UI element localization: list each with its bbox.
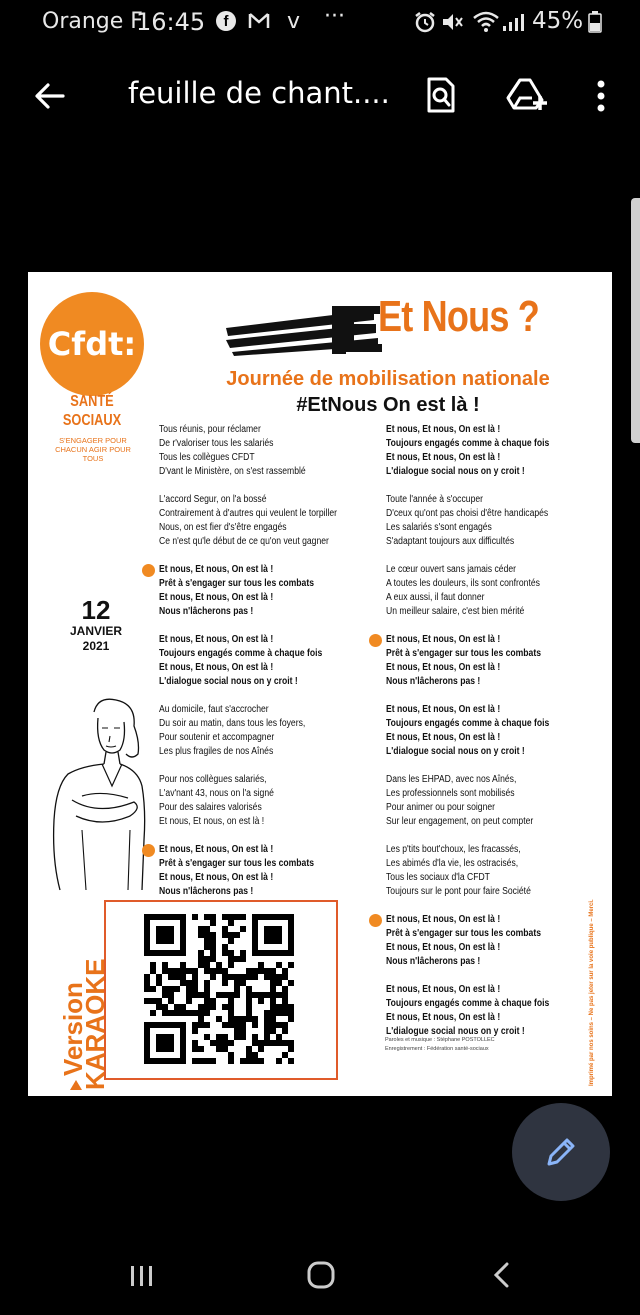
lyrics-line: Prêt à s'engager sur tous les combats bbox=[386, 648, 542, 659]
lyrics-line: L'dialogue social nous on y croit ! bbox=[386, 746, 525, 757]
lyrics-stanza bbox=[386, 703, 549, 759]
lyrics-line: Et nous, Et nous, On est là ! bbox=[386, 634, 501, 645]
lyrics-line: Toujours engagés comme à chaque fois bbox=[386, 718, 550, 729]
lyrics-line: L'dialogue social nous on y croit ! bbox=[386, 1026, 525, 1037]
qr-code-frame bbox=[104, 900, 338, 1080]
more-vert-icon bbox=[596, 80, 606, 112]
chevron-left-icon bbox=[492, 1261, 510, 1289]
lyrics-line: Dans les EHPAD, avec nos Aînés, bbox=[386, 774, 517, 785]
alarm-icon bbox=[414, 11, 436, 38]
clock: 16:45 bbox=[136, 8, 206, 36]
lyrics-line: Le cœur ouvert sans jamais céder bbox=[386, 564, 517, 575]
lyrics-line: Nous n'lâcherons pas ! bbox=[386, 676, 481, 687]
edit-fab-button[interactable] bbox=[512, 1103, 610, 1201]
signal-icon bbox=[502, 12, 526, 37]
lyrics-stanza bbox=[159, 563, 337, 619]
mute-icon bbox=[440, 11, 464, 38]
credits-lyrics: Paroles et musique : Stéphane POSTOLLEC bbox=[385, 1037, 495, 1043]
lyrics-line: Toujours sur le pont pour faire Société bbox=[386, 886, 531, 897]
lyrics-line: Et nous, Et nous, On est là ! bbox=[386, 424, 501, 435]
lyrics-line: Et nous, Et nous, On est là ! bbox=[159, 634, 274, 645]
lyrics-line: Sur leur engagement, on peut compter bbox=[386, 816, 534, 827]
lyrics-line: Et nous, Et nous, On est là ! bbox=[386, 704, 501, 715]
lyrics-stanza bbox=[386, 913, 549, 969]
lyrics-line: Pour des salaires valorisés bbox=[159, 802, 262, 813]
lyrics-line: Nous n'lâcherons pas ! bbox=[386, 956, 481, 967]
lyrics-line: Et nous, Et nous, On est là ! bbox=[386, 914, 501, 925]
v-notification: v bbox=[287, 9, 301, 34]
recent-apps-button[interactable] bbox=[118, 1254, 166, 1298]
nav-back-button[interactable] bbox=[478, 1252, 524, 1298]
lyrics-line: Les professionnels sont mobilisés bbox=[386, 788, 515, 799]
chorus-bullet bbox=[369, 634, 382, 647]
lyrics-stanza bbox=[159, 703, 337, 759]
document-search-icon bbox=[426, 77, 456, 113]
event-date bbox=[48, 596, 144, 654]
lyrics-line: D'ceux qu'ont pas choisi d'être handicapés bbox=[386, 508, 549, 519]
lyrics-stanza bbox=[386, 493, 549, 549]
lyrics-line: Toute l'année à s'occuper bbox=[386, 494, 484, 505]
lyrics-line: Tous les collègues CFDT bbox=[159, 452, 255, 463]
lyrics-line: Les p'tits bout'choux, les fracassés, bbox=[386, 844, 521, 855]
lyrics-line: Et nous, Et nous, On est là ! bbox=[386, 732, 501, 743]
lyrics-line: Nous n'lâcherons pas ! bbox=[159, 886, 254, 897]
facebook-icon: f bbox=[216, 11, 236, 31]
lyrics-stanza bbox=[386, 633, 549, 689]
search-in-document-button[interactable] bbox=[418, 70, 464, 120]
lyrics-line: L'av'nant 43, nous on l'a signé bbox=[159, 788, 274, 799]
lyrics-line: Et nous, Et nous, on est là ! bbox=[159, 816, 265, 827]
sector-line-2: SOCIAUX bbox=[62, 412, 122, 429]
lyrics-line: Pour nos collègues salariés, bbox=[159, 774, 267, 785]
lyrics-line: A eux aussi, il faut donner bbox=[386, 592, 485, 603]
lyrics-line: Prêt à s'engager sur tous les combats bbox=[159, 858, 315, 869]
qr-code[interactable] bbox=[144, 914, 300, 1066]
lyrics-stanza bbox=[386, 983, 549, 1039]
more-notifications-dots: ··· bbox=[324, 4, 345, 29]
lyrics-line: Nous n'lâcherons pas ! bbox=[159, 606, 254, 617]
back-button[interactable] bbox=[28, 74, 72, 118]
lyrics-line: Les abimés d'la vie, les ostracisés, bbox=[386, 858, 519, 869]
system-nav-bar bbox=[0, 1230, 640, 1315]
lyrics-left-column bbox=[159, 423, 366, 913]
app-bar bbox=[0, 60, 640, 130]
recents-icon bbox=[129, 1264, 155, 1288]
add-to-drive-button[interactable] bbox=[502, 70, 552, 120]
heading-mobilisation: Journée de mobilisation nationale bbox=[226, 368, 550, 390]
sector-title bbox=[52, 392, 132, 430]
lyrics-line: De r'valoriser tous les salariés bbox=[159, 438, 274, 449]
lyrics-stanza bbox=[386, 563, 549, 619]
lyrics-line: Les plus fragiles de nos Aînés bbox=[159, 746, 274, 757]
gmail-icon bbox=[248, 12, 270, 35]
lyrics-stanza bbox=[386, 773, 549, 829]
lyrics-line: Prêt à s'engager sur tous les combats bbox=[386, 928, 542, 939]
lyrics-line: Et nous, Et nous, On est là ! bbox=[159, 564, 274, 575]
lyrics-line: Prêt à s'engager sur tous les combats bbox=[159, 578, 315, 589]
lyrics-line: Et nous, Et nous, On est là ! bbox=[159, 872, 274, 883]
brush-stripes-graphic bbox=[224, 300, 386, 356]
lyrics-line: Toujours engagés comme à chaque fois bbox=[159, 648, 323, 659]
lyrics-line: L'dialogue social nous on y croit ! bbox=[159, 676, 298, 687]
home-icon bbox=[306, 1260, 336, 1290]
date-month: JANVIER bbox=[69, 624, 122, 638]
lyrics-line: L'accord Segur, on l'a bossé bbox=[159, 494, 267, 505]
sector-line-1: SANTÉ bbox=[70, 393, 114, 410]
cfdt-logo: Cfdt: bbox=[40, 292, 144, 396]
lyrics-line: Tous réunis, pour réclamer bbox=[159, 424, 261, 435]
heading-hashtag: #EtNous On est là ! bbox=[296, 394, 480, 416]
lyrics-line: Et nous, Et nous, On est là ! bbox=[159, 592, 274, 603]
lyrics-line: Et nous, Et nous, On est là ! bbox=[386, 1012, 501, 1023]
lyrics-stanza bbox=[159, 843, 337, 899]
lyrics-line: A toutes les douleurs, ils sont confrontés bbox=[386, 578, 540, 589]
tagline: S'ENGAGER POUR CHACUN AGIR POUR TOUS bbox=[55, 436, 131, 463]
carrier-label: Orange F bbox=[42, 9, 143, 34]
print-note-text: Imprimé par nos soins – Ne pas jeter sur la voie publique – Merci. bbox=[589, 899, 595, 1086]
battery-icon bbox=[588, 11, 602, 38]
lyrics-stanza bbox=[159, 423, 337, 479]
lyrics-right-column bbox=[386, 423, 576, 1053]
karaoke-line-1: Version bbox=[58, 982, 88, 1076]
lyrics-line: L'dialogue social nous on y croit ! bbox=[386, 466, 525, 477]
lyrics-line: Contrairement à d'autres qui veulent le torpiller bbox=[159, 508, 338, 519]
lyrics-line: Toujours engagés comme à chaque fois bbox=[386, 998, 550, 1009]
lyrics-stanza bbox=[386, 423, 549, 479]
lyrics-stanza bbox=[159, 633, 337, 689]
scroll-handle[interactable] bbox=[631, 198, 640, 443]
lyrics-line: Et nous, Et nous, On est là ! bbox=[159, 844, 274, 855]
version-karaoke-label bbox=[54, 900, 110, 1090]
home-button[interactable] bbox=[296, 1250, 346, 1300]
lyrics-line: Pour soutenir et accompagner bbox=[159, 732, 275, 743]
battery-percent: 45% bbox=[532, 8, 584, 34]
credits-recording: Enregistrement : Fédération santé-sociaux bbox=[385, 1046, 489, 1052]
chorus-bullet bbox=[369, 914, 382, 927]
woman-illustration bbox=[42, 690, 162, 890]
document-page bbox=[28, 272, 612, 1096]
lyrics-line: Et nous, Et nous, On est là ! bbox=[386, 984, 501, 995]
lyrics-line: Ce n'est qu'le début de ce qu'on veut gagner bbox=[159, 536, 329, 547]
karaoke-line-2: KARAOKE bbox=[80, 958, 110, 1090]
lyrics-line: Au domicile, faut s'accrocher bbox=[159, 704, 269, 715]
status-bar bbox=[0, 0, 640, 46]
lyrics-stanza bbox=[159, 773, 337, 829]
lyrics-stanza bbox=[386, 843, 549, 899]
chorus-bullet bbox=[142, 844, 155, 857]
document-title: feuille de chant.... bbox=[128, 76, 390, 110]
more-options-button[interactable] bbox=[586, 72, 616, 120]
date-year: 2021 bbox=[82, 639, 110, 653]
print-note bbox=[584, 896, 596, 1086]
lyrics-line: Du soir au matin, dans tous les foyers, bbox=[159, 718, 306, 729]
lyrics-line: Pour animer ou pour soigner bbox=[386, 802, 496, 813]
pencil-icon bbox=[543, 1134, 579, 1170]
lyrics-line: Toujours engagés comme à chaque fois bbox=[386, 438, 550, 449]
lyrics-line: Un meilleur salaire, c'est bien mérité bbox=[386, 606, 525, 617]
lyrics-line: Nous, on est fier d's'être engagés bbox=[159, 522, 287, 533]
lyrics-line: Et nous, Et nous, On est là ! bbox=[386, 942, 501, 953]
add-to-drive-icon bbox=[506, 78, 548, 112]
lyrics-line: Et nous, Et nous, On est là ! bbox=[386, 662, 501, 673]
wifi-icon bbox=[472, 10, 500, 39]
arrow-left-icon bbox=[35, 83, 65, 109]
lyrics-line: Les salariés s'sont engagés bbox=[386, 522, 492, 533]
chorus-bullet bbox=[142, 564, 155, 577]
banner-title: Et Nous ? bbox=[378, 292, 539, 341]
lyrics-line: Et nous, Et nous, On est là ! bbox=[159, 662, 274, 673]
lyrics-line: D'vant le Ministère, on s'est rassemblé bbox=[159, 466, 306, 477]
lyrics-stanza bbox=[159, 493, 337, 549]
date-day: 12 bbox=[81, 595, 111, 625]
lyrics-line: S'adaptant toujours aux difficultés bbox=[386, 536, 515, 547]
credits bbox=[385, 1036, 495, 1054]
lyrics-line: Tous les sociaux d'la CFDT bbox=[386, 872, 490, 883]
lyrics-line: Et nous, Et nous, On est là ! bbox=[386, 452, 501, 463]
